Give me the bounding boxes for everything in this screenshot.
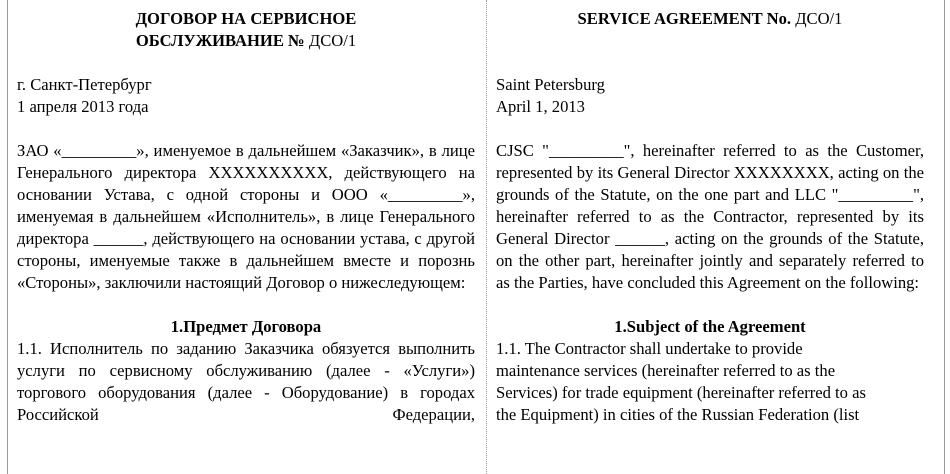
english-section1-title: 1.Subject of the Agreement [614, 317, 806, 336]
english-column [496, 8, 924, 426]
russian-city: г. Санкт-Петербург [17, 75, 152, 94]
english-clause-1-1-line: the Equipment) in cities of the Russian Federation (list [496, 405, 860, 424]
column-divider [486, 0, 487, 474]
english-title-text: SERVICE AGREEMENT No. [577, 9, 792, 28]
russian-column [17, 8, 475, 426]
english-title [496, 8, 924, 30]
russian-date: 1 апреля 2013 года [17, 97, 149, 116]
russian-preamble: ЗАО «_________», именуемое в дальнейшем «Заказчик», в лице Генерального директора XXXXXXXXXX, действующего на основании Устава, с одной стороны и ООО «_________», именуемая в дальнейшем «Исполнитель», в лице Генерального директора ______, действующего на основании устава, с другой стороны, именуемые также в дальнейшем вместе и порознь «Стороны», заключили настоящий Договор о нижеследующем: [17, 141, 475, 292]
russian-section1-title: 1.Предмет Договора [170, 317, 322, 336]
english-clause-1-1-line: 1.1. The Contractor shall undertake to provide [496, 339, 803, 358]
russian-title-line2: ОБСЛУЖИВАНИЕ № [135, 31, 305, 50]
russian-clause-1-1: 1.1. Исполнитель по заданию Заказчика обязуется выполнить услуги по сервисному обслуживанию (далее - «Услуги») торгового оборудования (далее - Оборудование) в городах Российской Федерации, [17, 339, 475, 424]
english-clause-1-1-line: Services) for trade equipment (hereinafter referred to as [496, 383, 866, 402]
russian-title [17, 8, 475, 52]
english-city: Saint Petersburg [496, 75, 605, 94]
russian-agreement-number: ДСО/1 [308, 31, 357, 50]
english-preamble: CJSC "_________", hereinafter referred to as the Customer, represented by its General Director XXXXXXXX, acting on the grounds of the Statute, on the one part and LLC "_________", hereinafter referred to as the Contractor, represented by its General Director ______, acting on the grounds of the Statute, on the other part, hereinafter jointly and separately referred to as the Parties, have concluded this Agreement on the following: [496, 141, 924, 292]
russian-title-line1: ДОГОВОР НА СЕРВИСНОЕ [135, 9, 357, 28]
english-clause-1-1-line: maintenance services (hereinafter referred to as the [496, 361, 836, 380]
english-agreement-number: ДСО/1 [795, 9, 843, 28]
english-date: April 1, 2013 [496, 97, 585, 116]
bilingual-document [7, 0, 945, 474]
